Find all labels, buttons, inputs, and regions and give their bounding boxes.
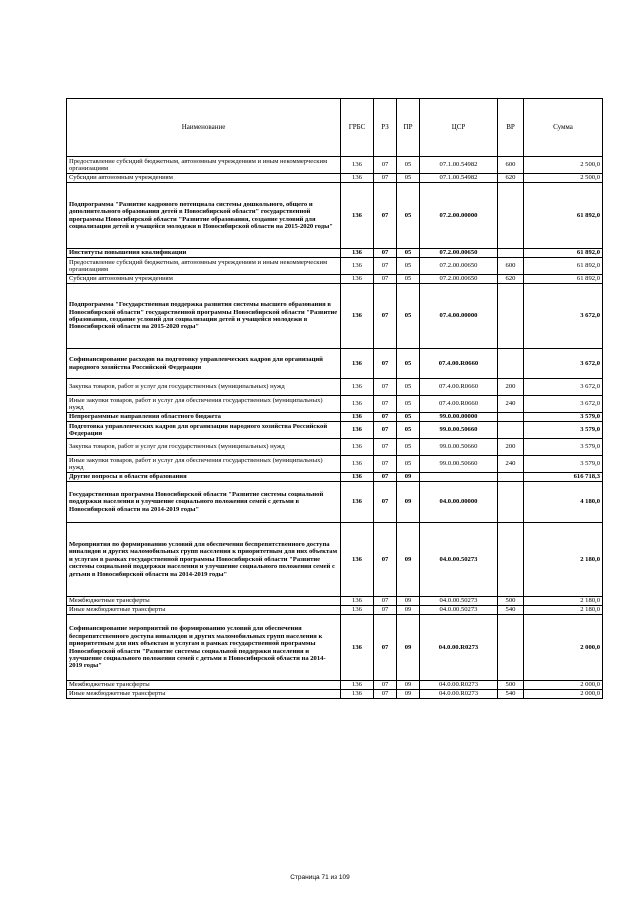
row-sum: 2 000,0	[524, 681, 603, 690]
header-rz: РЗ	[374, 99, 397, 157]
row-vr: 600	[498, 258, 524, 275]
row-csr: 04.0.00.50273	[420, 523, 498, 597]
row-vr: 500	[498, 597, 524, 606]
row-pr: 05	[397, 284, 420, 349]
row-grbs: 136	[341, 422, 374, 439]
row-pr: 09	[397, 597, 420, 606]
row-vr: 540	[498, 606, 524, 615]
table-row	[67, 349, 603, 379]
row-csr: 04.0.00.00000	[420, 482, 498, 523]
row-name: Иные межбюджетные трансферты	[67, 690, 341, 699]
row-grbs: 136	[341, 523, 374, 597]
row-name: Институты повышения квалификации	[67, 249, 341, 258]
row-grbs: 136	[341, 349, 374, 379]
row-sum: 616 718,3	[524, 473, 603, 482]
row-vr: 240	[498, 456, 524, 473]
row-name: Предоставление субсидий бюджетным, автономным учреждениям и иным некоммерческим организациям	[67, 157, 341, 174]
row-name: Закупка товаров, работ и услуг для государственных (муниципальных) нужд	[67, 439, 341, 456]
row-grbs: 136	[341, 482, 374, 523]
row-grbs: 136	[341, 284, 374, 349]
row-name: Межбюджетные трансферты	[67, 597, 341, 606]
row-name: Иные закупки товаров, работ и услуг для обеспечения государственных (муниципальных) нужд	[67, 456, 341, 473]
row-pr: 05	[397, 183, 420, 249]
row-csr	[420, 473, 498, 482]
row-pr: 05	[397, 413, 420, 422]
row-name: Подготовка управленческих кадров для организации народного хозяйства Российской Федерации	[67, 422, 341, 439]
row-rz: 07	[374, 379, 397, 396]
row-csr: 07.2.00.00650	[420, 275, 498, 284]
row-pr: 05	[397, 422, 420, 439]
row-rz: 07	[374, 615, 397, 681]
row-rz: 07	[374, 183, 397, 249]
row-sum: 2 180,0	[524, 523, 603, 597]
row-vr	[498, 523, 524, 597]
row-rz: 07	[374, 681, 397, 690]
row-rz: 07	[374, 439, 397, 456]
row-name: Другие вопросы в области образования	[67, 473, 341, 482]
row-pr: 05	[397, 275, 420, 284]
row-rz: 07	[374, 258, 397, 275]
row-name: Межбюджетные трансферты	[67, 681, 341, 690]
table-row	[67, 422, 603, 439]
row-pr: 09	[397, 482, 420, 523]
row-pr: 05	[397, 258, 420, 275]
row-vr: 540	[498, 690, 524, 699]
row-sum: 2 500,0	[524, 174, 603, 183]
row-rz: 07	[374, 249, 397, 258]
table-row	[67, 396, 603, 413]
row-rz: 07	[374, 413, 397, 422]
row-csr: 99.0.00.00000	[420, 413, 498, 422]
row-vr	[498, 249, 524, 258]
row-csr: 07.2.00.00650	[420, 249, 498, 258]
row-name: Иные межбюджетные трансферты	[67, 606, 341, 615]
row-grbs: 136	[341, 473, 374, 482]
row-grbs: 136	[341, 456, 374, 473]
row-rz: 07	[374, 606, 397, 615]
row-csr: 99.0.00.50660	[420, 439, 498, 456]
table-row	[67, 174, 603, 183]
row-csr: 07.2.00.00000	[420, 183, 498, 249]
row-sum: 3 672,0	[524, 396, 603, 413]
row-csr: 07.1.00.54982	[420, 174, 498, 183]
table-row	[67, 275, 603, 284]
row-csr: 07.1.00.54982	[420, 157, 498, 174]
row-rz: 07	[374, 422, 397, 439]
row-csr: 04.0.00.R0273	[420, 690, 498, 699]
row-vr	[498, 422, 524, 439]
row-pr: 05	[397, 456, 420, 473]
row-csr: 04.0.00.50273	[420, 606, 498, 615]
row-grbs: 136	[341, 681, 374, 690]
header-sum: Сумма	[524, 99, 603, 157]
table-row	[67, 284, 603, 349]
row-name: Субсидии автономным учреждениям	[67, 174, 341, 183]
row-vr	[498, 413, 524, 422]
row-name: Софинансирование мероприятий по формированию условий для обеспечения беспрепятственного доступа инвалидов и других маломобильных групп населения к приоритетным для них объектам и услугам в рамках государственной программы Новосибирской области "Развитие системы социальной поддержки населения и улучшение социального положения семей с детьми в Новосибирской области на 2014-2019 годы"	[67, 615, 341, 681]
row-vr: 620	[498, 174, 524, 183]
table-row	[67, 615, 603, 681]
row-grbs: 136	[341, 606, 374, 615]
row-vr: 620	[498, 275, 524, 284]
table-row	[67, 523, 603, 597]
row-name: Закупка товаров, работ и услуг для государственных (муниципальных) нужд	[67, 379, 341, 396]
row-pr: 05	[397, 157, 420, 174]
header-name: Наименование	[67, 99, 341, 157]
row-grbs: 136	[341, 396, 374, 413]
row-csr: 07.4.00.R0660	[420, 379, 498, 396]
row-sum: 61 892,0	[524, 258, 603, 275]
row-sum: 4 180,0	[524, 482, 603, 523]
row-rz: 07	[374, 456, 397, 473]
header-csr: ЦСР	[420, 99, 498, 157]
row-sum: 2 180,0	[524, 597, 603, 606]
row-rz: 07	[374, 597, 397, 606]
row-pr: 05	[397, 349, 420, 379]
table-row	[67, 183, 603, 249]
row-name: Мероприятия по формированию условий для обеспечения беспрепятственного доступа инвалидов и других маломобильных групп населения к приоритетным для них объектам и услугам в рамках государственной программы Новосибирской области "Развитие системы социальной поддержки населения и улучшение социального положения семей с детьми в Новосибирской области на 2014-2019 годы"	[67, 523, 341, 597]
row-rz: 07	[374, 482, 397, 523]
row-grbs: 136	[341, 249, 374, 258]
row-vr	[498, 183, 524, 249]
row-name: Иные закупки товаров, работ и услуг для обеспечения государственных (муниципальных) нужд	[67, 396, 341, 413]
row-name: Непрограммные направления областного бюджета	[67, 413, 341, 422]
row-grbs: 136	[341, 174, 374, 183]
row-sum: 3 672,0	[524, 284, 603, 349]
row-pr: 05	[397, 439, 420, 456]
row-sum: 3 579,0	[524, 439, 603, 456]
row-pr: 09	[397, 523, 420, 597]
table-row	[67, 482, 603, 523]
table-row	[67, 681, 603, 690]
row-rz: 07	[374, 174, 397, 183]
row-vr	[498, 473, 524, 482]
row-name: Государственная программа Новосибирской области "Развитие системы социальной поддержки населения и улучшение социального положения семей с детьми в Новосибирской области на 2014-2019 годы"	[67, 482, 341, 523]
row-csr: 07.4.00.R0660	[420, 349, 498, 379]
row-rz: 07	[374, 284, 397, 349]
row-sum: 2 500,0	[524, 157, 603, 174]
table-row	[67, 597, 603, 606]
row-pr: 09	[397, 606, 420, 615]
row-csr: 99.0.00.50660	[420, 456, 498, 473]
row-csr: 99.0.00.50660	[420, 422, 498, 439]
row-vr: 200	[498, 379, 524, 396]
row-sum: 61 892,0	[524, 275, 603, 284]
row-vr: 200	[498, 439, 524, 456]
header-grbs: ГРБС	[341, 99, 374, 157]
row-grbs: 136	[341, 597, 374, 606]
row-grbs: 136	[341, 413, 374, 422]
row-vr	[498, 482, 524, 523]
row-vr: 600	[498, 157, 524, 174]
table-row	[67, 413, 603, 422]
table-body	[67, 157, 603, 699]
row-sum: 3 672,0	[524, 379, 603, 396]
table-header	[67, 99, 603, 157]
row-sum: 2 000,0	[524, 690, 603, 699]
row-rz: 07	[374, 349, 397, 379]
row-sum: 3 672,0	[524, 349, 603, 379]
row-grbs: 136	[341, 157, 374, 174]
row-sum: 3 579,0	[524, 413, 603, 422]
row-vr	[498, 349, 524, 379]
row-csr: 07.4.00.00000	[420, 284, 498, 349]
table-row	[67, 456, 603, 473]
row-grbs: 136	[341, 183, 374, 249]
row-pr: 09	[397, 473, 420, 482]
row-name: Подпрограмма "Развитие кадрового потенциала системы дошкольного, общего и дополнительного образования детей в Новосибирской области" государственной программы Новосибирской области "Развитие образования, создание условий для социализации детей и учащейся молодежи в Новосибирской области на 2015-2020 годы"	[67, 183, 341, 249]
table-row	[67, 690, 603, 699]
table-row	[67, 157, 603, 174]
row-grbs: 136	[341, 615, 374, 681]
row-rz: 07	[374, 275, 397, 284]
row-rz: 07	[374, 157, 397, 174]
table-row	[67, 258, 603, 275]
budget-table	[66, 98, 603, 699]
row-rz: 07	[374, 473, 397, 482]
header-vr: ВР	[498, 99, 524, 157]
row-grbs: 136	[341, 258, 374, 275]
row-sum: 2 000,0	[524, 615, 603, 681]
row-pr: 09	[397, 681, 420, 690]
row-vr: 500	[498, 681, 524, 690]
page-number: Страница 71 из 109	[290, 874, 350, 881]
row-name: Подпрограмма "Государственная поддержка развития системы высшего образования в Новосибирской области" государственной программы Новосибирской области "Развитие образования, создание условий для социализации детей и учащейся молодежи в Новосибирской области на 2015-2020 годы"	[67, 284, 341, 349]
row-vr	[498, 615, 524, 681]
table-row	[67, 606, 603, 615]
row-pr: 05	[397, 174, 420, 183]
row-csr: 07.4.00.R0660	[420, 396, 498, 413]
row-vr: 240	[498, 396, 524, 413]
header-pr: ПР	[397, 99, 420, 157]
row-rz: 07	[374, 523, 397, 597]
row-rz: 07	[374, 690, 397, 699]
row-name: Субсидии автономным учреждениям	[67, 275, 341, 284]
row-pr: 09	[397, 615, 420, 681]
row-sum: 61 892,0	[524, 249, 603, 258]
row-csr: 04.0.00.R0273	[420, 681, 498, 690]
row-pr: 05	[397, 249, 420, 258]
row-vr	[498, 284, 524, 349]
row-pr: 09	[397, 690, 420, 699]
table-row	[67, 249, 603, 258]
row-grbs: 136	[341, 379, 374, 396]
row-grbs: 136	[341, 439, 374, 456]
table-row	[67, 379, 603, 396]
row-name: Предоставление субсидий бюджетным, автономным учреждениям и иным некоммерческим организациям	[67, 258, 341, 275]
row-grbs: 136	[341, 275, 374, 284]
row-sum: 61 892,0	[524, 183, 603, 249]
row-pr: 05	[397, 379, 420, 396]
row-rz: 07	[374, 396, 397, 413]
row-name: Софинансирование расходов на подготовку управленческих кадров для организаций народного хозяйства Российской Федерации	[67, 349, 341, 379]
row-pr: 05	[397, 396, 420, 413]
row-sum: 2 180,0	[524, 606, 603, 615]
row-csr: 07.2.00.00650	[420, 258, 498, 275]
row-csr: 04.0.00.R0273	[420, 615, 498, 681]
row-csr: 04.0.00.50273	[420, 597, 498, 606]
row-grbs: 136	[341, 690, 374, 699]
row-sum: 3 579,0	[524, 422, 603, 439]
row-sum: 3 579,0	[524, 456, 603, 473]
table-row	[67, 439, 603, 456]
table-row	[67, 473, 603, 482]
